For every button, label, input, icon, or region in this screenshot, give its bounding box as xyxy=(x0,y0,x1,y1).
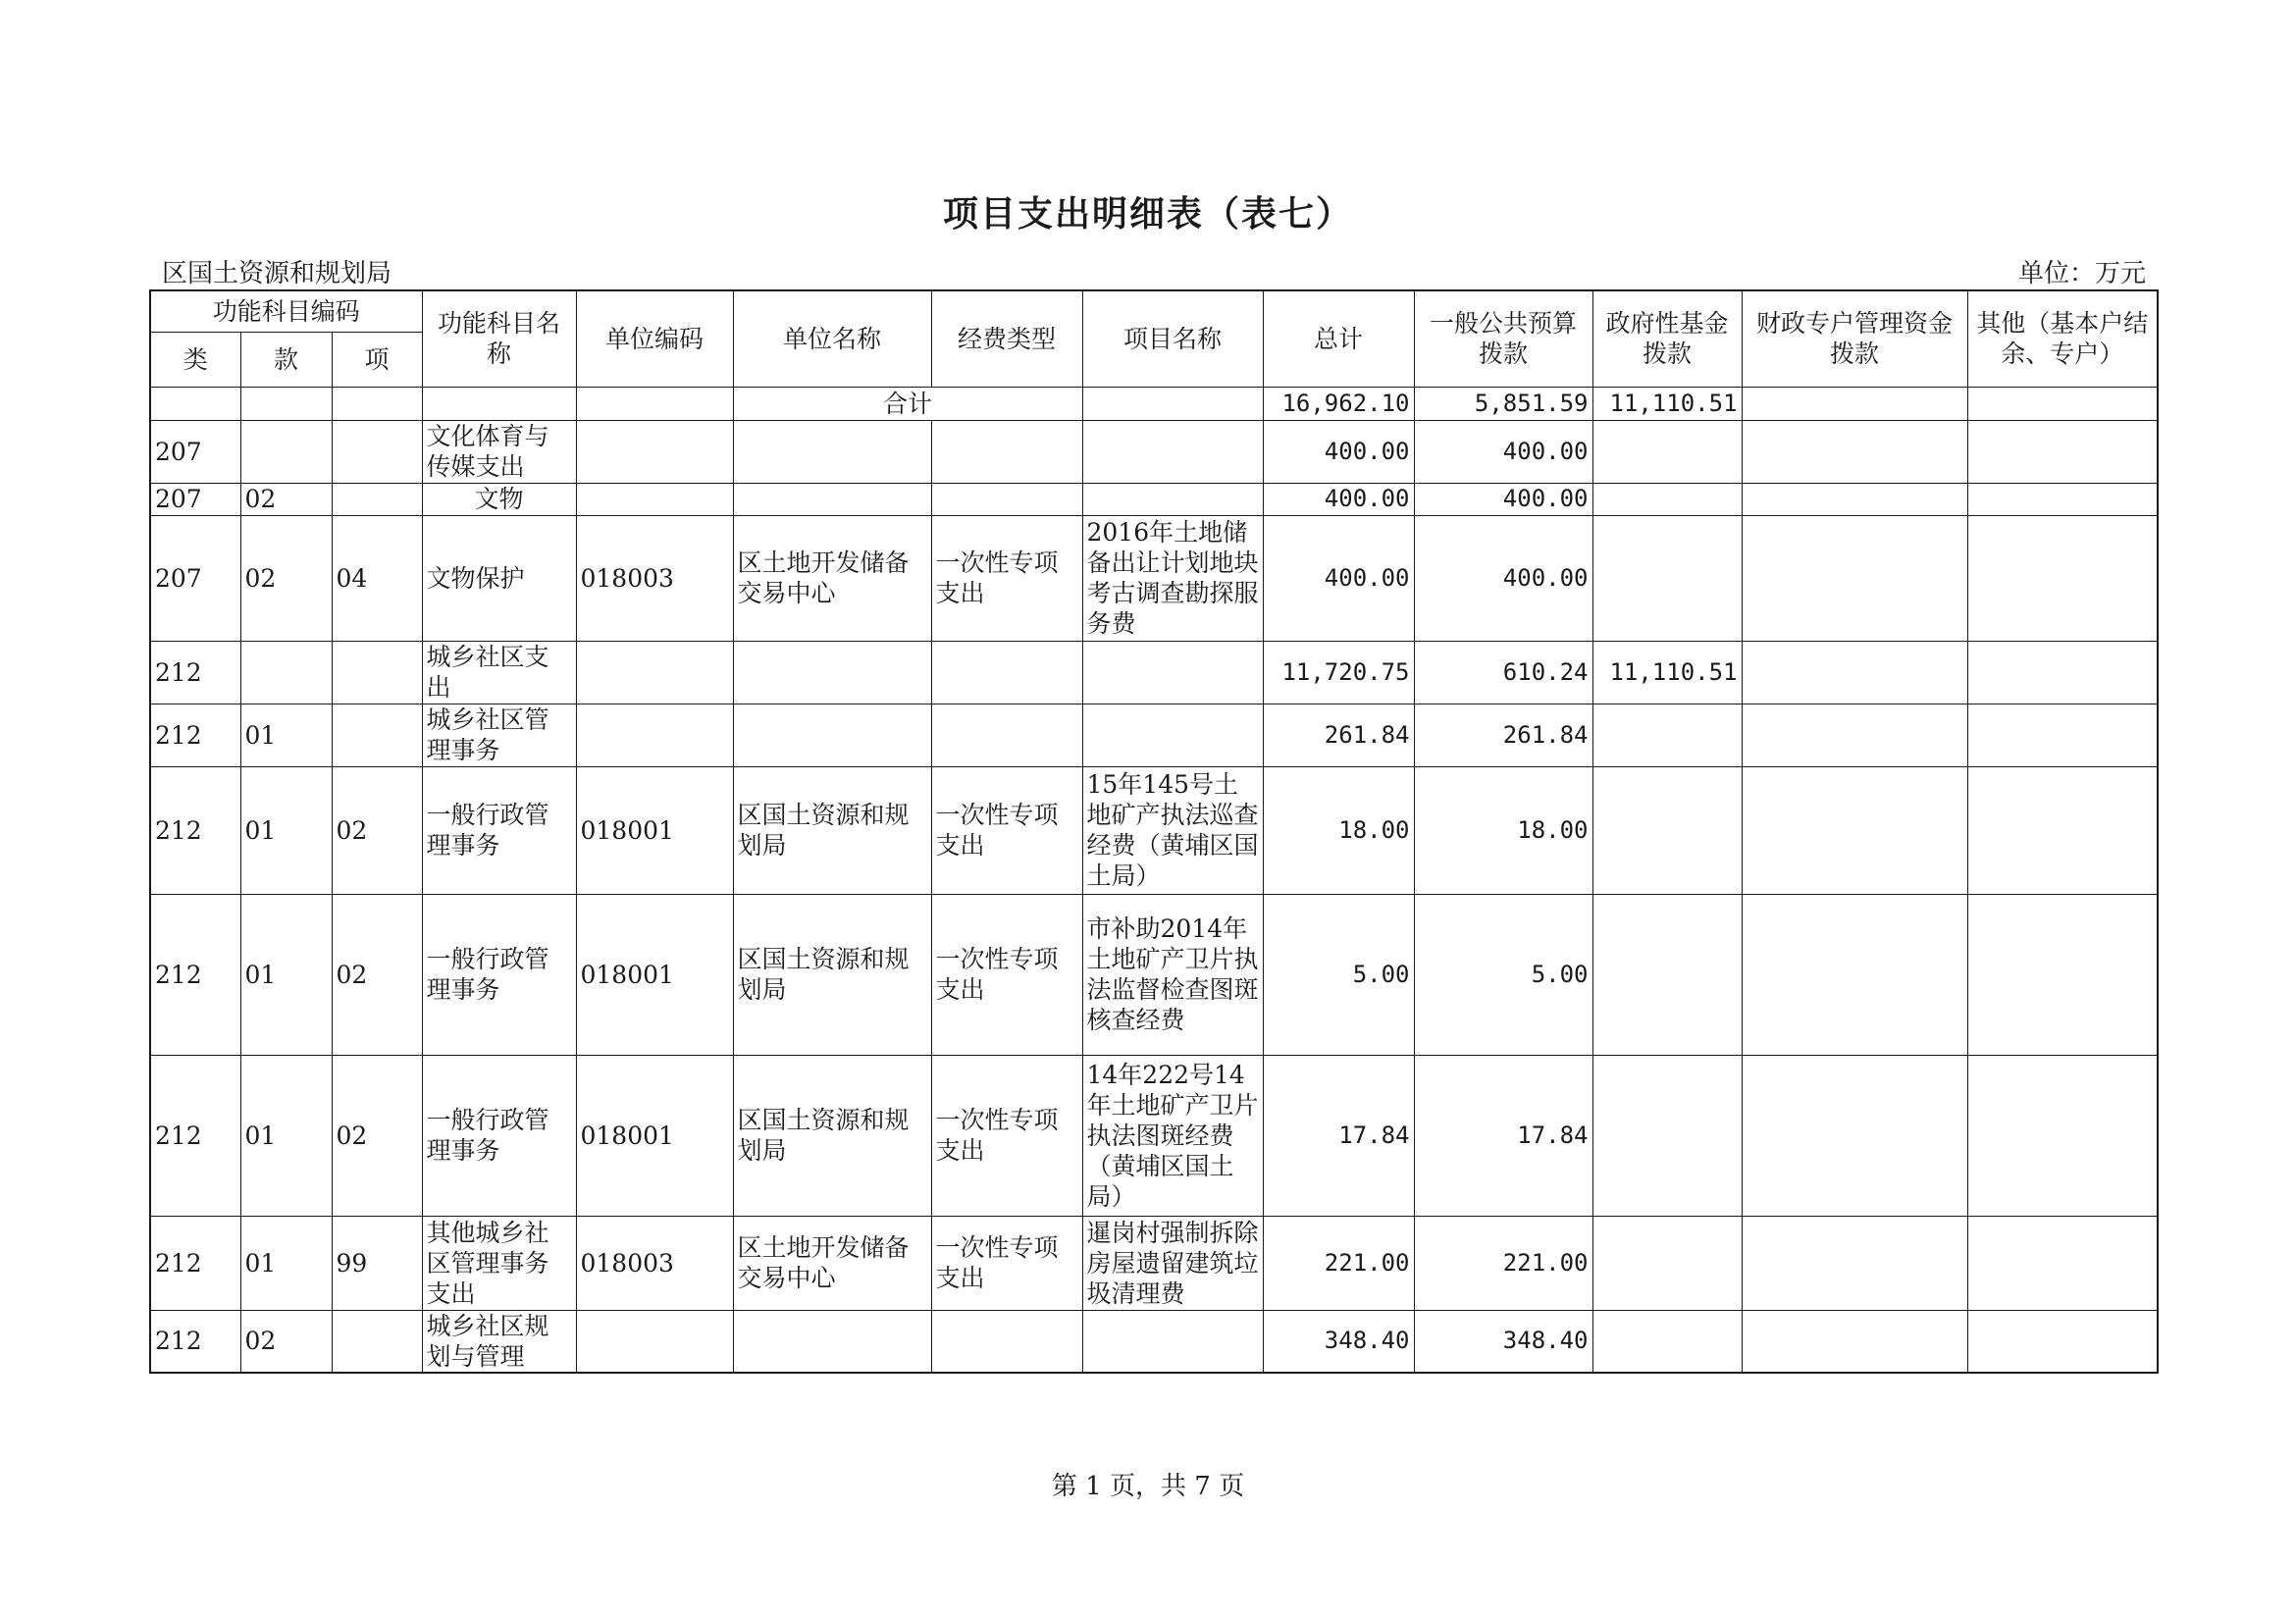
header-project-name: 项目名称 xyxy=(1082,290,1263,387)
header-total: 总计 xyxy=(1263,290,1414,387)
cell-lei: 207 xyxy=(150,420,240,483)
cell-xiang xyxy=(332,641,422,704)
cell-unit-name: 区土地开发储备交易中心 xyxy=(733,1216,931,1310)
cell-kuan: 01 xyxy=(240,766,332,894)
cell-func-name: 城乡社区规划与管理 xyxy=(422,1310,576,1373)
cell-xiang xyxy=(332,1310,422,1373)
cell-other xyxy=(1967,420,2158,483)
table-row xyxy=(150,641,2158,704)
cell-fund-type xyxy=(931,1310,1082,1373)
cell-fund-type: 一次性专项支出 xyxy=(931,766,1082,894)
cell-special-fund xyxy=(1742,894,1967,1055)
header-unit-name: 单位名称 xyxy=(733,290,931,387)
cell-unit-code xyxy=(576,1310,733,1373)
cell-unit-name xyxy=(733,483,931,515)
header-xiang: 项 xyxy=(332,332,422,387)
cell-fund-type xyxy=(931,641,1082,704)
cell-other xyxy=(1967,515,2158,641)
cell-kuan: 01 xyxy=(240,1055,332,1216)
cell-kuan xyxy=(240,420,332,483)
cell-lei: 212 xyxy=(150,1310,240,1373)
cell-kuan xyxy=(240,641,332,704)
header-general-budget: 一般公共预算拨款 xyxy=(1414,290,1592,387)
cell-project-name: 2016年土地储备出让计划地块考古调查勘探服务费 xyxy=(1082,515,1263,641)
header-func-code-group: 功能科目编码 xyxy=(150,290,422,332)
cell-unit-name xyxy=(733,641,931,704)
cell-fund-type xyxy=(931,483,1082,515)
cell-other xyxy=(1967,1055,2158,1216)
cell-unit-code: 018001 xyxy=(576,766,733,894)
header-unit-code: 单位编码 xyxy=(576,290,733,387)
cell-other xyxy=(1967,483,2158,515)
total-general-budget: 5,851.59 xyxy=(1414,387,1592,420)
cell-xiang: 02 xyxy=(332,766,422,894)
cell-general-budget: 221.00 xyxy=(1414,1216,1592,1310)
cell-kuan: 02 xyxy=(240,483,332,515)
header-lei: 类 xyxy=(150,332,240,387)
cell-xiang: 02 xyxy=(332,1055,422,1216)
cell-project-name xyxy=(1082,483,1263,515)
cell-total: 18.00 xyxy=(1263,766,1414,894)
cell-fund-type: 一次性专项支出 xyxy=(931,1055,1082,1216)
cell-project-name xyxy=(1082,387,1263,420)
cell-project-name xyxy=(1082,1310,1263,1373)
cell-unit-name: 区国土资源和规划局 xyxy=(733,766,931,894)
cell-unit-code xyxy=(576,420,733,483)
cell-lei: 212 xyxy=(150,704,240,766)
cell-total: 5.00 xyxy=(1263,894,1414,1055)
cell-special-fund xyxy=(1742,515,1967,641)
cell-unit-code xyxy=(576,387,733,420)
cell-xiang: 04 xyxy=(332,515,422,641)
cell-kuan: 01 xyxy=(240,894,332,1055)
total-sum: 16,962.10 xyxy=(1263,387,1414,420)
cell-func-name: 文物 xyxy=(422,483,576,515)
cell-special-fund xyxy=(1742,766,1967,894)
cell-general-budget: 5.00 xyxy=(1414,894,1592,1055)
cell-unit-name: 区土地开发储备交易中心 xyxy=(733,515,931,641)
cell-lei: 212 xyxy=(150,1055,240,1216)
cell-unit-code xyxy=(576,483,733,515)
cell-func-name xyxy=(422,387,576,420)
cell-lei: 212 xyxy=(150,1216,240,1310)
cell-lei xyxy=(150,387,240,420)
cell-unit-code: 018003 xyxy=(576,1216,733,1310)
project-expenditure-table xyxy=(149,289,2159,1374)
table-row xyxy=(150,766,2158,894)
cell-unit-name xyxy=(733,704,931,766)
cell-lei: 212 xyxy=(150,894,240,1055)
cell-func-name: 一般行政管理事务 xyxy=(422,894,576,1055)
unit-label: 单位：万元 xyxy=(2017,259,2146,288)
total-gov-fund: 11,110.51 xyxy=(1592,387,1742,420)
cell-kuan: 01 xyxy=(240,704,332,766)
cell-project-name: 市补助2014年土地矿产卫片执法监督检查图斑核查经费 xyxy=(1082,894,1263,1055)
cell-unit-code: 018001 xyxy=(576,894,733,1055)
cell-unit-code xyxy=(576,641,733,704)
cell-fund-type: 一次性专项支出 xyxy=(931,894,1082,1055)
cell-unit-code: 018003 xyxy=(576,515,733,641)
cell-func-name: 一般行政管理事务 xyxy=(422,1055,576,1216)
cell-unit-code: 018001 xyxy=(576,1055,733,1216)
table-row xyxy=(150,894,2158,1055)
cell-func-name: 城乡社区支出 xyxy=(422,641,576,704)
cell-xiang xyxy=(332,387,422,420)
cell-fund-type xyxy=(931,420,1082,483)
cell-other xyxy=(1967,387,2158,420)
cell-total: 400.00 xyxy=(1263,483,1414,515)
cell-other xyxy=(1967,1216,2158,1310)
cell-special-fund xyxy=(1742,420,1967,483)
cell-project-name: 15年145号土地矿产执法巡查经费（黄埔区国土局） xyxy=(1082,766,1263,894)
cell-fund-type xyxy=(931,704,1082,766)
cell-lei: 207 xyxy=(150,515,240,641)
header-fund-type: 经费类型 xyxy=(931,290,1082,387)
cell-special-fund xyxy=(1742,387,1967,420)
cell-total: 17.84 xyxy=(1263,1055,1414,1216)
cell-xiang: 99 xyxy=(332,1216,422,1310)
cell-xiang xyxy=(332,420,422,483)
cell-project-name: 14年222号14年土地矿产卫片执法图斑经费（黄埔区国土局） xyxy=(1082,1055,1263,1216)
cell-func-name: 城乡社区管理事务 xyxy=(422,704,576,766)
cell-lei: 212 xyxy=(150,641,240,704)
cell-special-fund xyxy=(1742,641,1967,704)
cell-gov-fund xyxy=(1592,1055,1742,1216)
table-row xyxy=(150,515,2158,641)
cell-total: 400.00 xyxy=(1263,515,1414,641)
total-label: 合计 xyxy=(733,387,1082,420)
cell-general-budget: 348.40 xyxy=(1414,1310,1592,1373)
header-func-name: 功能科目名称 xyxy=(422,290,576,387)
header-row-1 xyxy=(150,290,2158,332)
cell-unit-name: 区国土资源和规划局 xyxy=(733,1055,931,1216)
cell-total: 348.40 xyxy=(1263,1310,1414,1373)
cell-unit-name xyxy=(733,1310,931,1373)
header-kuan: 款 xyxy=(240,332,332,387)
cell-total: 400.00 xyxy=(1263,420,1414,483)
cell-special-fund xyxy=(1742,1216,1967,1310)
cell-fund-type: 一次性专项支出 xyxy=(931,1216,1082,1310)
cell-total: 261.84 xyxy=(1263,704,1414,766)
cell-xiang: 02 xyxy=(332,894,422,1055)
cell-project-name xyxy=(1082,704,1263,766)
cell-special-fund xyxy=(1742,1055,1967,1216)
header-other: 其他（基本户结余、专户） xyxy=(1967,290,2158,387)
cell-special-fund xyxy=(1742,704,1967,766)
cell-func-name: 一般行政管理事务 xyxy=(422,766,576,894)
cell-xiang xyxy=(332,483,422,515)
cell-general-budget: 610.24 xyxy=(1414,641,1592,704)
cell-gov-fund: 11,110.51 xyxy=(1592,641,1742,704)
cell-unit-code xyxy=(576,704,733,766)
page-footer: 第 1 页，共 7 页 xyxy=(1051,1472,1245,1501)
cell-gov-fund xyxy=(1592,515,1742,641)
cell-fund-type: 一次性专项支出 xyxy=(931,515,1082,641)
cell-gov-fund xyxy=(1592,894,1742,1055)
cell-gov-fund xyxy=(1592,483,1742,515)
cell-gov-fund xyxy=(1592,766,1742,894)
cell-general-budget: 261.84 xyxy=(1414,704,1592,766)
cell-other xyxy=(1967,894,2158,1055)
cell-special-fund xyxy=(1742,483,1967,515)
cell-kuan: 01 xyxy=(240,1216,332,1310)
cell-total: 221.00 xyxy=(1263,1216,1414,1310)
cell-lei: 212 xyxy=(150,766,240,894)
cell-project-name xyxy=(1082,420,1263,483)
table-row xyxy=(150,1216,2158,1310)
cell-unit-name: 区国土资源和规划局 xyxy=(733,894,931,1055)
header-gov-fund: 政府性基金拨款 xyxy=(1592,290,1742,387)
cell-project-name xyxy=(1082,641,1263,704)
cell-project-name: 暹岗村强制拆除房屋遗留建筑垃圾清理费 xyxy=(1082,1216,1263,1310)
cell-special-fund xyxy=(1742,1310,1967,1373)
total-row xyxy=(150,387,2158,420)
header-special-fund: 财政专户管理资金拨款 xyxy=(1742,290,1967,387)
cell-unit-name xyxy=(733,420,931,483)
cell-other xyxy=(1967,704,2158,766)
cell-general-budget: 17.84 xyxy=(1414,1055,1592,1216)
table-row xyxy=(150,1055,2158,1216)
cell-general-budget: 400.00 xyxy=(1414,420,1592,483)
cell-kuan: 02 xyxy=(240,1310,332,1373)
cell-lei: 207 xyxy=(150,483,240,515)
cell-other xyxy=(1967,766,2158,894)
table-row xyxy=(150,1310,2158,1373)
cell-kuan xyxy=(240,387,332,420)
organization-name: 区国土资源和规划局 xyxy=(162,259,392,288)
cell-gov-fund xyxy=(1592,420,1742,483)
table-row xyxy=(150,483,2158,515)
cell-gov-fund xyxy=(1592,704,1742,766)
cell-general-budget: 400.00 xyxy=(1414,515,1592,641)
cell-kuan: 02 xyxy=(240,515,332,641)
table-row xyxy=(150,420,2158,483)
cell-other xyxy=(1967,641,2158,704)
cell-general-budget: 400.00 xyxy=(1414,483,1592,515)
cell-other xyxy=(1967,1310,2158,1373)
cell-xiang xyxy=(332,704,422,766)
cell-general-budget: 18.00 xyxy=(1414,766,1592,894)
cell-gov-fund xyxy=(1592,1216,1742,1310)
table-row xyxy=(150,704,2158,766)
cell-gov-fund xyxy=(1592,1310,1742,1373)
cell-func-name: 其他城乡社区管理事务支出 xyxy=(422,1216,576,1310)
cell-total: 11,720.75 xyxy=(1263,641,1414,704)
cell-func-name: 文物保护 xyxy=(422,515,576,641)
cell-func-name: 文化体育与传媒支出 xyxy=(422,420,576,483)
page-title: 项目支出明细表（表七） xyxy=(942,193,1353,235)
